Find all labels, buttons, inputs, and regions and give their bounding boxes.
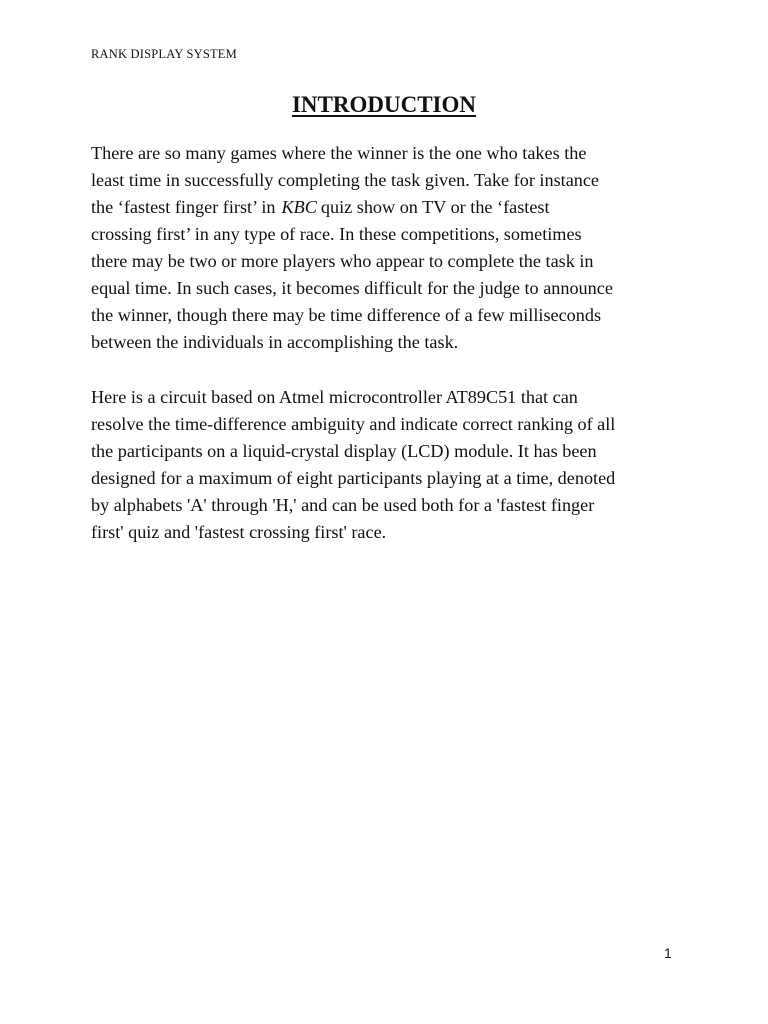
paragraph-2 — [91, 384, 691, 546]
line-text-before: the ‘fastest finger first’ in — [91, 197, 276, 217]
paragraph-1 — [91, 140, 691, 356]
paragraph-1-line: crossing first’ in any type of race. In these competitions, sometimes — [91, 224, 582, 244]
paragraph-1-line: least time in successfully completing the task given. Take for instance — [91, 170, 600, 190]
paragraph-2-line: Here is a circuit based on Atmel microcontroller AT89C51 that can — [91, 387, 578, 407]
paragraph-1-line: between the individuals in accomplishing the task. — [91, 332, 459, 352]
running-header: RANK DISPLAY SYSTEM — [91, 47, 237, 61]
paragraph-1-line: the winner, though there may be time difference of a few milliseconds — [91, 305, 602, 325]
paragraph-1-line: There are so many games where the winner is the one who takes the — [91, 143, 587, 163]
paragraph-1-line: equal time. In such cases, it becomes difficult for the judge to announce — [91, 278, 613, 298]
line-text-after: quiz show on TV or the ‘fastest — [320, 197, 550, 217]
paragraph-2-line: by alphabets 'A' through 'H,' and can be used both for a 'fastest finger — [91, 495, 595, 515]
page-number: 1 — [664, 945, 672, 961]
page-title: INTRODUCTION — [291, 92, 477, 117]
paragraph-2-line: first' quiz and 'fastest crossing first' race. — [91, 522, 387, 542]
paragraph-1-line: there may be two or more players who appear to complete the task in — [91, 251, 594, 271]
paragraph-2-line: the participants on a liquid-crystal display (LCD) module. It has been — [91, 441, 597, 461]
paragraph-2-line: resolve the time-difference ambiguity and indicate correct ranking of all — [91, 414, 616, 434]
paragraph-1-line — [91, 194, 691, 221]
paragraph-2-line: designed for a maximum of eight participants playing at a time, denoted — [91, 468, 616, 488]
kbc-emphasis: KBC — [281, 197, 317, 217]
